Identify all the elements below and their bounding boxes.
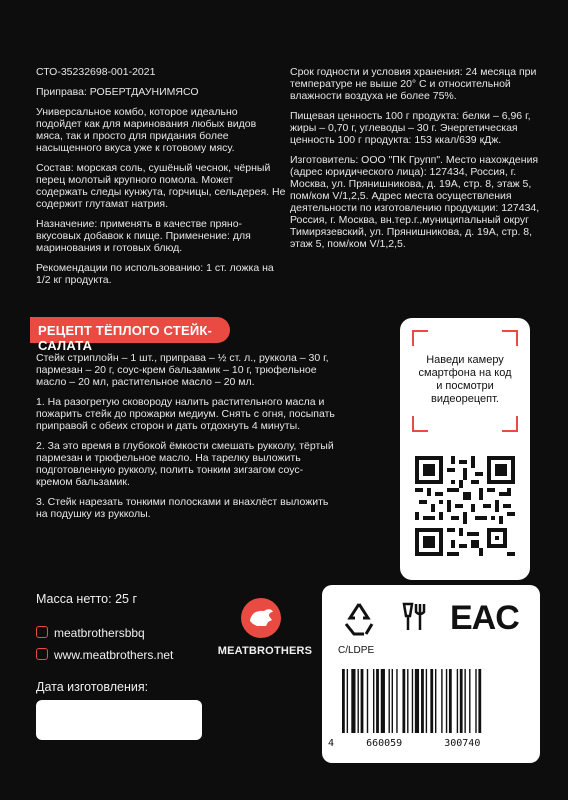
instagram-handle: meatbrothersbbq (54, 626, 145, 640)
material-code: C/LDPE (338, 645, 375, 656)
composition: Состав: морская соль, сушёный чеснок, чёрный перец молотый крупного помола. Может содержать следы кунжута, горчицы, сельдерея. Не содержит глутамат натрия. (36, 162, 286, 210)
recipe-step: 1. На разогретую сковороду налить растительного масла и пожарить стейк до прожарки медиум. Снять с огня, посыпать приправой с обеих сторон и дать отдохнуть 4 минуты. (36, 396, 335, 432)
recipe-title: РЕЦЕПТ ТЁПЛОГО СТЕЙК-САЛАТА (38, 323, 213, 353)
instagram-link[interactable] (36, 626, 145, 640)
barcode-digits (328, 738, 534, 749)
left-info-column (36, 66, 286, 294)
frame-corner-icon (502, 330, 518, 346)
bull-icon (241, 598, 281, 638)
manufacturer-info: Изготовитель: ООО "ПК Групп". Место нахождения (адрес юридического лица): 127434, Россия, г. Москва, ул. Прянишникова, д. 19А, стр. 8, этаж 5, пом/ком V/1,2,5. Адрес места осуществления деятельности по изготовлению продукции: 127434, Россия, г. Москва, вн.тер.г.,муниципальный округ Тимирязевский, ул. Прянишникова, д. 19А, стр. 8, этаж 5, пом/ком V/1,2,5. (290, 154, 540, 250)
barcode-digit-group: 300740 (444, 738, 481, 749)
certification-card (322, 585, 540, 763)
frame-corner-icon (412, 330, 428, 346)
frame-corner-icon (502, 416, 518, 432)
production-date-label: Дата изготовления: (36, 680, 149, 694)
barcode-icon (340, 669, 524, 733)
brand-logo (210, 598, 320, 668)
recipe-step: 2. За это время в глубокой ёмкости смешать рукколу, тёртый пармезан и трюфельное масло. На тарелку выложить подготовленную рукколу, полить тонким зигзагом соус-кремом бальзамик. (36, 440, 334, 488)
instagram-icon (36, 626, 48, 638)
recipe-banner (30, 317, 230, 353)
qr-code-icon[interactable] (415, 456, 515, 556)
storage-conditions: Срок годности и условия хранения: 24 месяца при температуре не выше 20° С и относительной влажности воздуха не более 75%. (290, 66, 537, 102)
eac-mark: EAC (450, 599, 519, 637)
brand-name: MEATBROTHERS (217, 645, 313, 657)
barcode-digit-group: 660059 (366, 738, 403, 749)
youtube-icon (36, 648, 48, 660)
production-date-box (36, 700, 202, 740)
net-weight: Масса нетто: 25 г (36, 592, 138, 606)
usage-recommendation: Рекомендации по использованию: 1 ст. ложка на 1/2 кг продукта. (36, 262, 274, 286)
recipe-step: 3. Стейк нарезать тонкими полосками и внахлёст выложить на подушку из рукколы. (36, 496, 329, 520)
qr-card (400, 318, 530, 580)
recipe-body (36, 352, 336, 528)
purpose: Назначение: применять в качестве пряно-вкусовых добавок к пище. Применение: для маринования и готовых блюд. (36, 218, 251, 254)
frame-corner-icon (412, 416, 428, 432)
website-link[interactable] (36, 648, 173, 662)
recipe-ingredients: Стейк стриплойн – 1 шт., приправа – ½ ст. л., руккола – 30 г, пармезан – 20 г, соус-крем бальзамик – 10 г, трюфельное масло – 20 мл, растительное масло – 20 мл. (36, 352, 329, 388)
food-safe-icon (400, 600, 430, 638)
right-info-column (290, 66, 540, 258)
nutrition-facts: Пищевая ценность 100 г продукта: белки – 6,96 г, жиры – 0,70 г, углеводы – 30 г. Энергетическая ценность 100 г продукта: 153 ккал/639 кДж. (290, 110, 531, 146)
recycle-icon (340, 600, 378, 638)
qr-instruction: Наведи камеру смартфона на код и посмотри видеорецепт. (418, 354, 512, 405)
standard-code: СТО-35232698-001-2021 (36, 66, 156, 78)
website-url: www.meatbrothers.net (54, 648, 174, 662)
product-name: Приправа: РОБЕРТДАУНИМЯСО (36, 86, 199, 98)
barcode-digit-group: 4 (328, 738, 335, 749)
product-intro: Универсальное комбо, которое идеально подойдет как для маринования любых видов мяса, так и просто для придания более насыщенного вкуса уже к готовому мясу. (36, 106, 257, 154)
